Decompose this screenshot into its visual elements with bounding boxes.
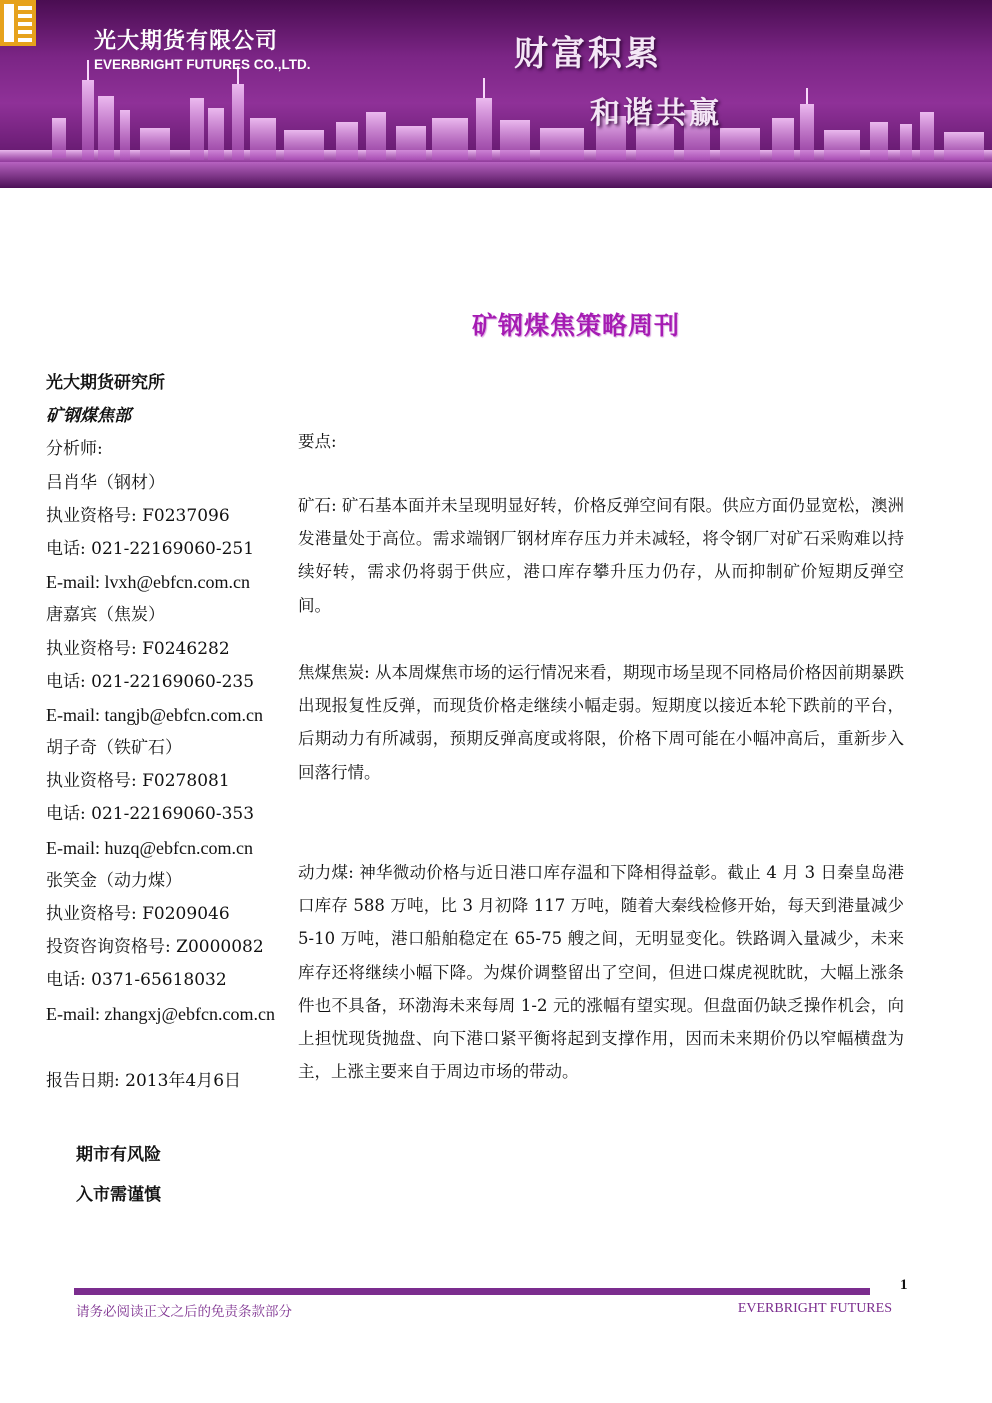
ore-paragraph: 矿石: 矿石基本面并未呈现明显好转，价格反弹空间有限。供应方面仍显宽松，澳洲发港量处于高位。需求端钢厂钢材库存压力并未减轻，将令钢厂对矿石采购难以持续好转，需求仍将弱于供应，港口库存攀升压力仍存，从而抑制矿价短期反弹空间。 bbox=[298, 496, 904, 615]
analyst-license: 执业资格号: F0278081 bbox=[46, 771, 230, 792]
footer-brand: EVERBRIGHT FUTURES bbox=[737, 1301, 892, 1316]
analyst-license: 执业资格号: F0209046 bbox=[46, 904, 230, 924]
coke-paragraph: 焦煤焦炭: 从本周煤焦市场的运行情况来看，期现市场呈现不同格局价格因前期暴跌出现报复性反弹，而现货价格走继续小幅走弱。短期度以接近本轮下跌前的平台，后期动力有所减弱，预期反弹高度或将限，价格下周可能在小幅冲高后，重新步入回落行情。 bbox=[298, 663, 904, 782]
analyst-email[interactable]: E-mail: zhangxj@ebfcn.com.cn bbox=[46, 1003, 275, 1024]
institute-name: 光大期货研究所 bbox=[46, 373, 165, 393]
analyst-name: 吕肖华（钢材） bbox=[46, 472, 165, 493]
department-name: 矿钢煤焦部 bbox=[46, 406, 131, 427]
analyst-email[interactable]: E-mail: huzq@ebfcn.com.cn bbox=[46, 837, 253, 858]
slogan-line-1: 财富积累 bbox=[514, 34, 662, 74]
report-date: 报告日期: 2013年4月6日 bbox=[46, 1071, 242, 1091]
analyst-name: 胡子奇（铁矿石） bbox=[46, 738, 182, 759]
slogan-line-2: 和谐共赢 bbox=[590, 96, 722, 131]
analyst-sidebar bbox=[46, 367, 292, 1031]
report-title: 矿钢煤焦策略周刊 bbox=[472, 311, 681, 340]
analyst-phone: 电话: 0371-65618032 bbox=[46, 970, 227, 991]
analyst-consult-license: 投资咨询资格号: Z0000082 bbox=[46, 937, 264, 958]
analyst-name: 唐嘉宾（焦炭） bbox=[46, 605, 165, 626]
analyst-phone: 电话: 021-22169060-251 bbox=[46, 538, 255, 559]
risk-warning-line-2: 入市需谨慎 bbox=[76, 1185, 161, 1205]
company-name-cn: 光大期货有限公司 bbox=[94, 29, 279, 54]
everbright-logo-icon bbox=[0, 0, 36, 46]
header-banner bbox=[0, 0, 992, 188]
analyst-email[interactable]: E-mail: lvxh@ebfcn.com.cn bbox=[46, 572, 251, 593]
analyst-license: 执业资格号: F0246282 bbox=[46, 638, 230, 659]
analyst-email[interactable]: E-mail: tangjb@ebfcn.com.cn bbox=[46, 704, 264, 725]
analyst-name: 张笑金（动力煤） bbox=[46, 870, 182, 891]
footer-disclaimer: 请务必阅读正文之后的免责条款部分 bbox=[76, 1304, 292, 1320]
analyst-label: 分析师: bbox=[46, 439, 103, 460]
risk-warning-line-1: 期市有风险 bbox=[76, 1145, 161, 1165]
analyst-phone: 电话: 021-22169060-353 bbox=[46, 804, 255, 825]
key-points-label: 要点: bbox=[298, 432, 337, 451]
footer-divider bbox=[74, 1288, 870, 1295]
page-number: 1 bbox=[900, 1277, 908, 1293]
thermal-coal-paragraph: 动力煤: 神华微动价格与近日港口库存温和下降相得益彰。截止 4 月 3 日秦皇岛港口库存 588 万吨，比 3 月初降 117 万吨，随着大秦线检修开始，每天到港量减少 5-10 万吨，港口船舶稳定在 65-75 艘之间，无明显变化。铁路调入量减少，未来库存还将继续小幅下降。为煤价调整留出了空间，但进口煤虎视眈眈，大幅上涨条件也不具备，环渤海未来每周 1-2 元的涨幅有望实现。但盘面仍缺乏操作机会，向上担忧现货抛盘、向下港口紧平衡将起到支撑作用，因而未来期价仍以窄幅横盘为主，上涨主要来自于周边市场的带动。 bbox=[298, 863, 904, 1082]
company-name-en: EVERBRIGHT FUTURES CO.,LTD. bbox=[94, 57, 311, 72]
analyst-phone: 电话: 021-22169060-235 bbox=[46, 671, 255, 692]
analyst-license: 执业资格号: F0237096 bbox=[46, 505, 230, 526]
